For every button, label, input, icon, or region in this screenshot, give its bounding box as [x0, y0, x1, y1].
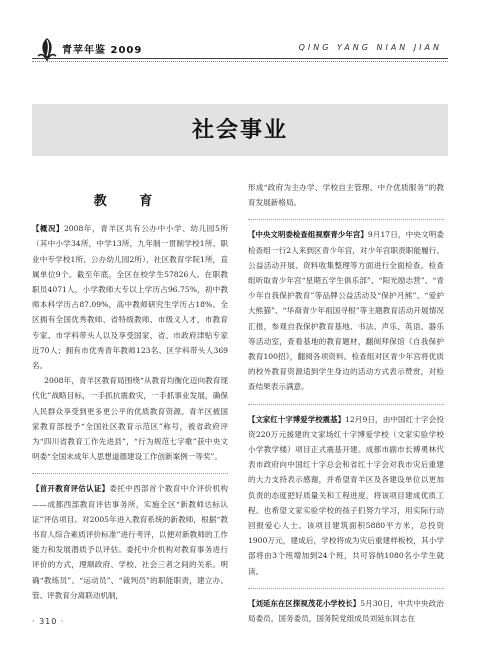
visit-paragraph: [248, 596, 444, 626]
yearbook-logo-icon: [32, 34, 62, 64]
inspection-text: 9月17日，中央文明委检查组一行2人来到区青少年宫，对少年宫职责职能履行、公益活动开展、资料收集整理等方面进行全面检查。检查组听取青少年宫“星期五学生俱乐部”、“阳光励志营”、“青少年自我保护教育”等品牌公益活动及“保护月熊”、“爱护大熊猫”、“华裔青少年祖国寻根”等主题教育活动开展情况汇报，参观自我保护教育基地、书法、声乐、英语、器乐等活动室，查看基地的教育题材，翻阅拜保馆《自我保护教育100招》，翻阅各项资料。检查组对区青少年宫将优质的校外教育资源适到学生身边的活动方式表示赞赏，对检查结果表示满意。: [248, 230, 444, 392]
page-number: · 310 ·: [32, 617, 65, 626]
header-pinyin-title: QING YANG NIAN JIAN: [298, 43, 442, 52]
evaluation-text: 委托中西部首个教育中介评价机构——成都西部教育评估事务所，实施全区“新教师达标认证”评估项目。对2005年进入教育系统的新教师，根据“教书育人综合素质评价标准”进行考评，以便对新教师的工作能力和发展潜质予以评估。委托中介机构对教育事务进行评价的方式，理顺政府、学校、社会三者之间的关系。明确“教练员”、“运动员”、“裁判员”的职能职责，建立办、管、评教育分离联动机制，: [32, 484, 228, 600]
evaluation-label: 【首开教育评估认证】: [32, 484, 110, 494]
summary-paragraph: 2008年，青羊区教育局围绕“从教育均衡化迈向教育现代化”战略目标，一手抓抗震救灾，一手抓事业发展，确保人民群众享受到更多更公平的优质教育资源。青羊区被国家教育部授予“全国社区教育示范区”称号，被省政府评为“四川省教育工作先进县”，“行为规范七字歌”获中央文明委“全国未成年人思想道德建设工作创新案例一等奖”。: [32, 376, 228, 462]
visit-label: 【刘延东在区探视茂花小学校长】: [248, 598, 361, 608]
item-separator: [248, 588, 444, 589]
header-yearbook-title: 青苹年鉴 2009: [62, 45, 143, 56]
visit-text: 5月30日，中共中央政治局委员，国务委员，国务院党组成员刘延东同志在: [248, 598, 444, 624]
page-title: 社会事业: [191, 118, 288, 143]
overview-paragraph: [32, 221, 228, 373]
right-column: [248, 180, 444, 626]
school-construction-paragraph: [248, 412, 444, 579]
continuation-paragraph: 形成“政府为主办学、学校自主管理、中介优质服务”的教育发展新格局。: [248, 183, 444, 208]
item-separator: [248, 404, 444, 405]
section-title: 教 育: [93, 194, 167, 209]
item-separator: [248, 219, 444, 220]
inspection-paragraph: [248, 227, 444, 394]
overview-text: 2008年，青羊区共有公办中小学、幼儿园5所（其中小学34所，中学13所，九年制一贯制学校1所、职业中专学校1所、公办幼儿园2所），社区教育学院1所，直属单位9个。截至年底，全区在校学生57826人。在职教职员4071人，小学教师大专以上学历占96.75%，初中教师本科学历占87.09%，高中教师研究生学历占18%。全区拥有全国优秀教师、省特级教师、市级义人才，市教育专家、市学科带头人以及享受国家、省、市政府津贴专家近70人；拥有市优秀青年教师123名、区学科带头人369名。: [32, 224, 228, 371]
item-separator: [32, 473, 228, 474]
school-construction-text: 12月9日，由中国红十字会投资220万元援建的文家场红十字博爱学校（文家实验学校小学教学楼）项目正式震基开建。成都市副市长傅勇林代表市政府向中国红十字总会和省红十字会对我市灾后重建的大力支持表示感谢，并希望青羊区及各建设单位以更加负责的态度把好质量关和工程进度，将该项目建成优质工程。也希望文家实验学校的孩子们努力学习，用实际行动回报爱心人士。该项目建筑面积5880平方米，总投资1900万元，建成后，学校将成为灾后重建样板校，其小学部将由3个班增加到24个班，共可容纳1080名小学生就读。: [248, 414, 444, 576]
left-column: [32, 180, 228, 603]
overview-label: 【概况】: [32, 224, 64, 234]
evaluation-paragraph: [32, 481, 228, 603]
inspection-label: 【中央文明委检查组视察青少年宫】: [248, 230, 368, 240]
header-dotted-rule: [32, 61, 448, 62]
header-rule: [32, 58, 448, 59]
school-construction-label: 【文家红十字博爱学校震基】: [248, 414, 346, 424]
